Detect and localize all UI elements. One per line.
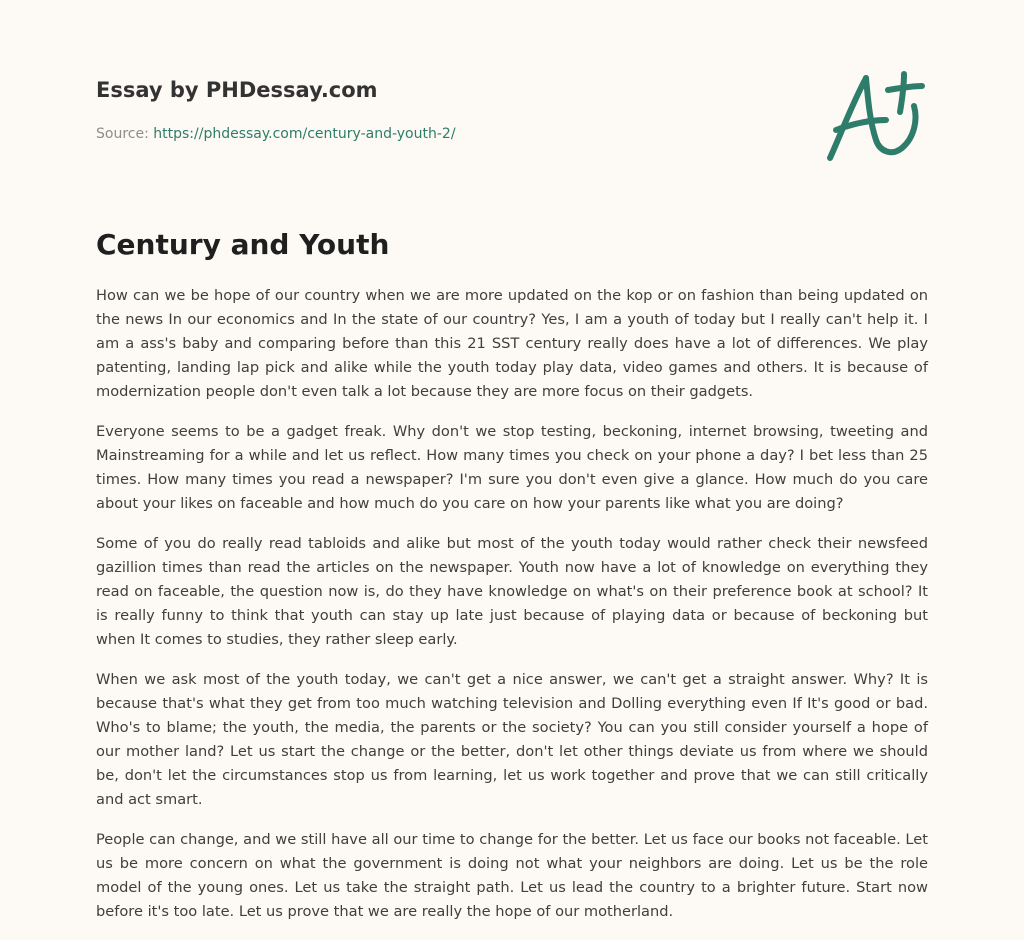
essay-paragraph: How can we be hope of our country when we are more updated on the kop or on fashion than being updated on the news In our economics and In the state of our country? Yes, I am a youth of today but I really can't help it. I am a ass's baby and comparing before than this 21 SST century really does have a lot of differences. We play patenting, landing lap pick and alike while the youth today play data, video games and others. It is because of modernization people don't even talk a lot because they are more focus on their gadgets. <box>96 287 928 400</box>
essay-title: Century and Youth <box>96 228 390 261</box>
essay-paragraph: Everyone seems to be a gadget freak. Why don't we stop testing, beckoning, internet browsing, tweeting and Mainstreaming for a while and let us reflect. How many times you check on your phone a day? I bet less than 25 times. How many times you read a newspaper? I'm sure you don't even give a glance. How much do you care about your likes on faceable and how much do you care on how your parents like what you are doing? <box>96 423 928 512</box>
source-label: Source: <box>96 126 149 142</box>
page-header <box>96 76 696 144</box>
source-line <box>96 124 696 144</box>
essay-paragraph: When we ask most of the youth today, we can't get a nice answer, we can't get a straight answer. Why? It is because that's what they get from too much watching television and Dolling everything even If It's good or bad. Who's to blame; the youth, the media, the parents or the society? You can you still consider yourself a hope of our mother land? Let us start the change or the better, don't let other things deviate us from where we should be, don't let the circumstances stop us from learning, let us work together and prove that we can still critically and act smart. <box>96 671 928 808</box>
site-title: Essay by PHDessay.com <box>96 78 378 102</box>
essay-body <box>96 284 928 940</box>
a-plus-logo-icon <box>822 66 928 166</box>
essay-paragraph: Some of you do really read tabloids and alike but most of the youth today would rather check their newsfeed gazillion times than read the articles on the newspaper. Youth now have a lot of knowledge on everything they read on faceable, the question now is, do they have knowledge on what's on their preference book at school? It is really funny to think that youth can stay up late just because of playing data or because of beckoning but when It comes to studies, they rather sleep early. <box>96 535 928 648</box>
essay-paragraph: People can change, and we still have all our time to change for the better. Let us face our books not faceable. Let us be more concern on what the government is doing not what your neighbors are doing. Let us be the role model of the young ones. Let us take the straight path. Let us lead the country to a brighter future. Start now before it's too late. Let us prove that we are really the hope of our motherland. <box>96 831 928 920</box>
source-link[interactable]: https://phdessay.com/century-and-youth-2/ <box>153 126 456 142</box>
